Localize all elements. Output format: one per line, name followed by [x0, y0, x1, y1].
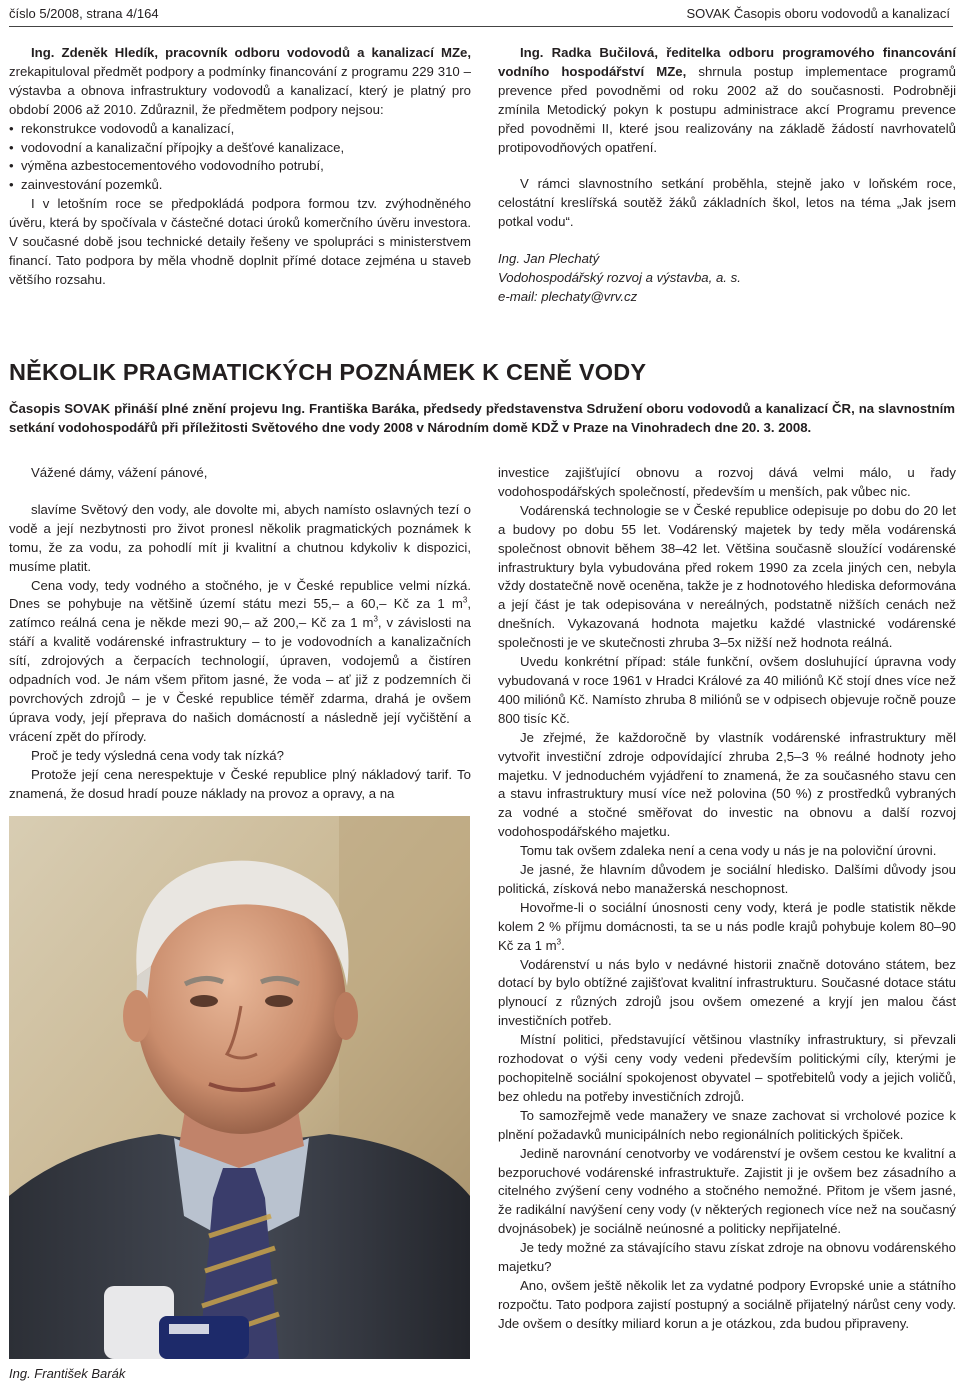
drawing-contest-paragraph: V rámci slavnostního setkání proběhla, stejně jako v loňském roce, celostátní kreslířská soutěž žáků základních škol, letos na téma „Jak jsem potkal vodu“.	[498, 176, 956, 230]
bucilova-paragraph: Ing. Radka Bučilová, ředitelka odboru programového financování vodního hospodářství MZe, shrnula postup implementace programů prevence před povodněmi od roku 2002 až do současnosti. Podrobněji zmínila Metodický pokyn k postupu administrace akcí Programu prevence před povodněmi II, které jsou realizovány na základě žádostí navrhovatelů protipovodňových opatření.	[498, 45, 956, 155]
speech-paragraph: Proč je tedy výsledná cena vody tak nízká?	[31, 747, 284, 763]
report-column-right	[498, 44, 956, 307]
list-item: • výměna azbestocementového vodovodního potrubí,	[9, 157, 471, 176]
bucilova-name: Ing. Radka Bučilová, ředitelka odboru programového financování vodního hospodářství MZe,	[498, 45, 956, 79]
speech-paragraph: Je zřejmé, že každoročně by vlastník vodárenské infrastruktury měl vytvořit investiční zdroje odpovídající zhruba 2,5–3 % reálné hodnoty jeho majetku. V jednoduchém vyjádření to znamená, že za současného stavu cen a stavu infrastruktury musí více než polovina (50 %) z prostředků vybraných za vodné a stočné směřovat do investic na obnovu a další rozvoj vodohospodářského majetku.	[498, 729, 956, 840]
author-signature	[498, 250, 956, 307]
speech-paragraph: slavíme Světový den vody, ale dovolte mi, abych namísto oslavných tezí o vodě a její nezbytnosti pro život pronesl několik pragmatických poznámek k tomu, že za vodu, za pohodlí mít ji kvalitní a chutnou kdykoliv k dispozici, musíme platit.	[9, 501, 471, 574]
author-name: Ing. Jan Plechatý	[498, 251, 600, 267]
salutation: Vážené dámy, vážení pánové,	[31, 465, 208, 480]
speech-paragraph: Protože její cena nerespektuje v České republice plný nákladový tarif. To znamená, že dosud hradí pouze náklady na provoz a opravy, a na	[9, 766, 471, 801]
speech-column-left	[9, 464, 471, 803]
article-lead: Časopis SOVAK přináší plné znění projevu Ing. Františka Baráka, předsedy představenstva Sdružení oboru vodovodů a kanalizací ČR, na slavnostním setkání vodohospodářů při příležitosti Světového dne vody 2008 v Národním domě KDŽ v Praze na Vinohradech dne 20. 3. 2008.	[9, 401, 955, 435]
list-item: • rekonstrukce vodovodů a kanalizací,	[9, 120, 471, 139]
speech-paragraph: investice zajišťující obnovu a rozvoj dává velmi málo, u řady vodohospodářských společností, především u menších, pak vůbec nic.	[498, 465, 956, 499]
speech-paragraph: Cena vody, tedy vodného a stočného, je v České republice velmi nízká. Dnes se pohybuje na většině území státu mezi 55,– a 60,– Kč za 1 $m^3$, zatímco reálná cena je někde mezi 90,– až 200,– Kč za 1 $m^3$, v závislosti na stáří a kvalitě vodárenské infrastruktury – to je vodovodních a kanalizačních sítí, zdrojových a čerpacích technologií, úpraven, vodojemů a čistíren odpadních vod. Je nám všem přitom jasné, že voda – ať již z podzemních či povrchových zdrojů – je v České republice téměř zdarma, drahá je ovšem úprava vody, její přeprava do našich domácností a následně její vyčištění a vrácení zpět do přírody.	[9, 577, 471, 744]
speech-paragraph: Hovořme-li o sociální únosnosti ceny vody, která je podle statistik někde kolem 2 % příjmu domácnosti, ta se u nás podle krajů pohybuje kolem 80–90 Kč za 1 $m^3$.	[498, 899, 956, 953]
speech-paragraph: To samozřejmě vede manažery ve snaze zachovat si vrcholové pozice k plnění požadavků municipálních nebo regionálních politických špiček.	[498, 1107, 956, 1142]
speech-paragraph: Je tedy možné za stávajícího stavu získat zdroje na obnovu vodárenského majetku?	[498, 1240, 956, 1275]
speaker-portrait-illustration	[9, 816, 470, 1359]
speech-paragraph: Místní politici, představující většinou vlastníky infrastruktury, si převzali rozhodovat o výši ceny vody vedeni především politickými cíly, kterými je pochopitelně sociální spokojenost obyvatel – spotřebitelů vody a jejich voličů, bez ohledu na potřeby investičních zdrojů.	[498, 1032, 956, 1104]
hledik-paragraph: Ing. Zdeněk Hledík, pracovník odboru vodovodů a kanalizací MZe, zrekapituloval předmět podpory a podmínky financování z programu 229 310 – výstavba a obnova infrastruktury vodovodů a kanalizací, který je platný pro období 2006 až 2010. Zdůraznil, že předmětem podpory nejsou:	[9, 45, 471, 117]
author-email: e-mail: plechaty@vrv.cz	[498, 288, 638, 304]
speech-paragraph: Vodárenská technologie se v České republice odepisuje po dobu do 20 let a budovy po dobu 55 let. Vodárenský majetek by tedy měla vodárenská společnost obnovit během 38–42 let. Většina současně sloužící vodárenské infrastruktury byla vybudována před rokem 1990 za zcela jiných cen, nebyla vždy dostatečně nově oceněna, takže je z hodnotového hlediska deformována a její část je tak odepisována v nereálných, podstatně nižších cenách než dnešních. Vykazovaná hodnota majetku každé vlastnické vodárenské společnosti je ve skutečnosti zhruba 3–5x nižší než hodnota reálná.	[498, 502, 956, 651]
speech-column-right	[498, 464, 956, 1334]
list-item: • vodovodní a kanalizační přípojky a dešťové kanalizace,	[9, 139, 471, 158]
list-item: • zainvestování pozemků.	[9, 176, 471, 195]
loan-paragraph: I v letošním roce se předpokládá podpora formou tzv. zvýhodněného úvěru, která by spočívala v částečné dotaci úroků komerčního úvěru investora. V současné době jsou technické detaily řešeny ve spolupráci s ministerstvem financí. Tato podpora by měla vhodně doplnit přímé dotace zejména u staveb většího rozsahu.	[9, 196, 471, 287]
speech-paragraph: Uvedu konkrétní případ: stále funkční, ovšem dosluhující úpravna vody vybudovaná v roce 1961 v Hradci Králové za 40 miliónů Kč stojí dnes více než 400 miliónů Kč. Namísto zhruba 8 miliónů se v odpisech objevuje ročně pouze 800 tisíc Kč.	[498, 654, 956, 726]
page-number-header: číslo 5/2008, strana 4/164	[9, 6, 159, 21]
photo-caption: Ing. František Barák	[9, 1366, 126, 1381]
article-title: NĚKOLIK PRAGMATICKÝCH POZNÁMEK K CENĚ VODY	[9, 359, 647, 385]
support-exclusions-list	[9, 120, 471, 196]
author-organization: Vodohospodářský rozvoj a výstavba, a. s.	[498, 270, 741, 286]
header-divider	[9, 26, 953, 27]
speech-paragraph: Ano, ovšem ještě několik let za vydatné podpory Evropské unie a státního rozpočtu. Tato podpora zajistí postupný a sociálně přijatelný nárůst ceny vody. Jde ovšem o desítky miliard korun a je otázkou, zda budou připraveny.	[498, 1277, 956, 1331]
speech-paragraph: Vodárenství u nás bylo v nedávné historii značně dotováno státem, bez dotací by bylo obtížné zajišťovat kvalitní infrastrukturu. Současné dotace státu plynoucí z různých zdrojů jsou ovšem omezené a kryjí jen malou část investičních potřeb.	[498, 956, 956, 1029]
speech-paragraph: Tomu tak ovšem zdaleka není a cena vody u nás je na poloviční úrovni.	[520, 843, 937, 859]
speaker-photo	[9, 816, 470, 1359]
speech-paragraph: Je jasné, že hlavním důvodem je sociální hledisko. Dalšími důvody jsou politická, získová nebo manažerská neschopnost.	[498, 862, 956, 896]
report-column-left	[9, 44, 471, 290]
speech-paragraph: Jedině narovnání cenotvorby ve vodárenství je ovšem cestou ke kvalitní a bezporuchové vodárenské infrastruktuře. Zajistit ji je ovšem bez zásadního a citelného zvýšení ceny vodného a stočného nemožné. Přitom je všem jasné, že radikální navýšení ceny vody (v některých regionech více než na současný dvojnásobek) je sociálně neúnosné a politicky nepřijatelné.	[498, 1145, 956, 1237]
hledik-name: Ing. Zdeněk Hledík, pracovník odboru vodovodů a kanalizací MZe,	[31, 45, 471, 60]
journal-name-header: SOVAK Časopis oboru vodovodů a kanalizací	[686, 6, 950, 21]
